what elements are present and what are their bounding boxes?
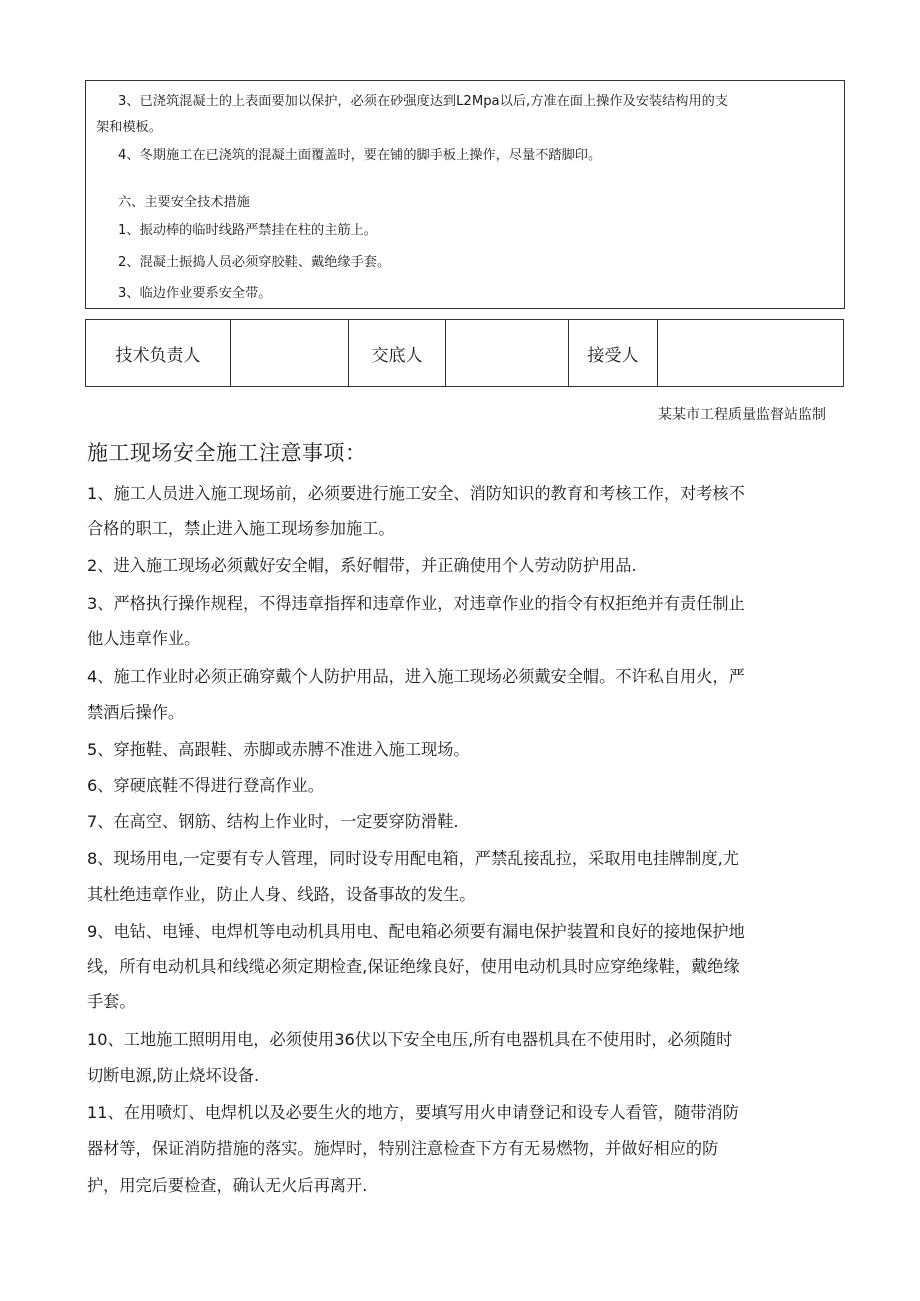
safety-item-line: 护，用完后要检查，确认无火后再离开. [87, 1176, 368, 1195]
safety-item-line: 8、现场用电,一定要有专人管理，同时设专用配电箱，严禁乱接乱拉，采取用电挂牌制度,尤 [87, 849, 739, 868]
safety-item-line: 3、严格执行操作规程，不得违章指挥和违章作业，对违章作业的指令有权拒绝并有责任制止 [87, 594, 745, 613]
safety-item-line: 他人违章作业。 [87, 629, 201, 648]
supervisor-note: 某某市工程质量监督站监制 [658, 407, 826, 423]
receiver-label: 接受人 [569, 320, 658, 387]
safety-item-line: 其杜绝违章作业，防止人身、线路，设备事故的发生。 [87, 885, 476, 904]
safety-measure-1: 1、振动棒的临时线路严禁挂在柱的主筋上。 [118, 223, 377, 238]
safety-item-line: 禁酒后操作。 [87, 703, 185, 722]
safety-title: 施工现场安全施工注意事项： [87, 441, 367, 465]
safety-item-line: 器材等，保证消防措施的落实。施焊时，特别注意检查下方有无易燃物，并做好相应的防 [87, 1139, 719, 1158]
tech-lead-field[interactable] [231, 320, 349, 387]
safety-item-line: 10、工地施工照明用电，必须使用36伏以下安全电压,所有电器机具在不使用时，必须随时 [87, 1030, 733, 1049]
safety-item-line: 11、在用喷灯、电焊机以及必要生火的地方，要填写用火申请登记和设专人看管，随带消防 [87, 1103, 739, 1122]
tech-lead-label: 技术负责人 [86, 320, 231, 387]
section-6-title: 六、主要安全技术措施 [118, 195, 250, 210]
safety-item-line: 合格的职工，禁止进入施工现场参加施工。 [87, 519, 395, 538]
notes-box [85, 80, 845, 309]
safety-item-line: 手套。 [87, 992, 136, 1011]
safety-measure-2: 2、混凝土振捣人员必须穿胶鞋、戴绝缘手套。 [118, 255, 391, 270]
safety-measure-3: 3、临边作业要系安全带。 [118, 286, 272, 301]
safety-item-line: 9、电钻、电锤、电焊机等电动机具用电、配电箱必须要有漏电保护装置和良好的接地保护地 [87, 922, 745, 941]
safety-item-line: 4、施工作业时必须正确穿戴个人防护用品，进入施工现场必须戴安全帽。不许私自用火，严 [87, 667, 745, 686]
signature-table [85, 319, 844, 387]
safety-item-line: 切断电源,防止烧坏设备. [87, 1066, 260, 1085]
discloser-label: 交底人 [349, 320, 446, 387]
safety-item-line: 1、施工人员进入施工现场前，必须要进行施工安全、消防知识的教育和考核工作，对考核不 [87, 484, 745, 503]
safety-item-line: 2、进入施工现场必须戴好安全帽，系好帽带，并正确使用个人劳动防护用品. [87, 556, 637, 575]
safety-item-line: 7、在高空、钢筋、结构上作业时，一定要穿防滑鞋. [87, 812, 459, 831]
safety-item-line: 5、穿拖鞋、高跟鞋、赤脚或赤膊不准进入施工现场。 [87, 740, 470, 759]
note-3-line-1: 3、已浇筑混凝土的上表面要加以保护，必须在砂强度达到L2Mpa以后,方准在面上操作及安装结构用的支 [118, 94, 729, 109]
safety-item-line: 线，所有电动机具和线缆必须定期检查,保证绝缘良好，使用电动机具时应穿绝缘鞋，戴绝缘 [87, 957, 740, 976]
receiver-field[interactable] [658, 320, 844, 387]
discloser-field[interactable] [446, 320, 569, 387]
note-3-line-2: 架和模板。 [96, 120, 162, 135]
safety-item-line: 6、穿硬底鞋不得进行登高作业。 [87, 776, 324, 795]
note-4: 4、冬期施工在已浇筑的混凝土面覆盖时，要在铺的脚手板上操作，尽量不踏脚印。 [118, 148, 602, 163]
